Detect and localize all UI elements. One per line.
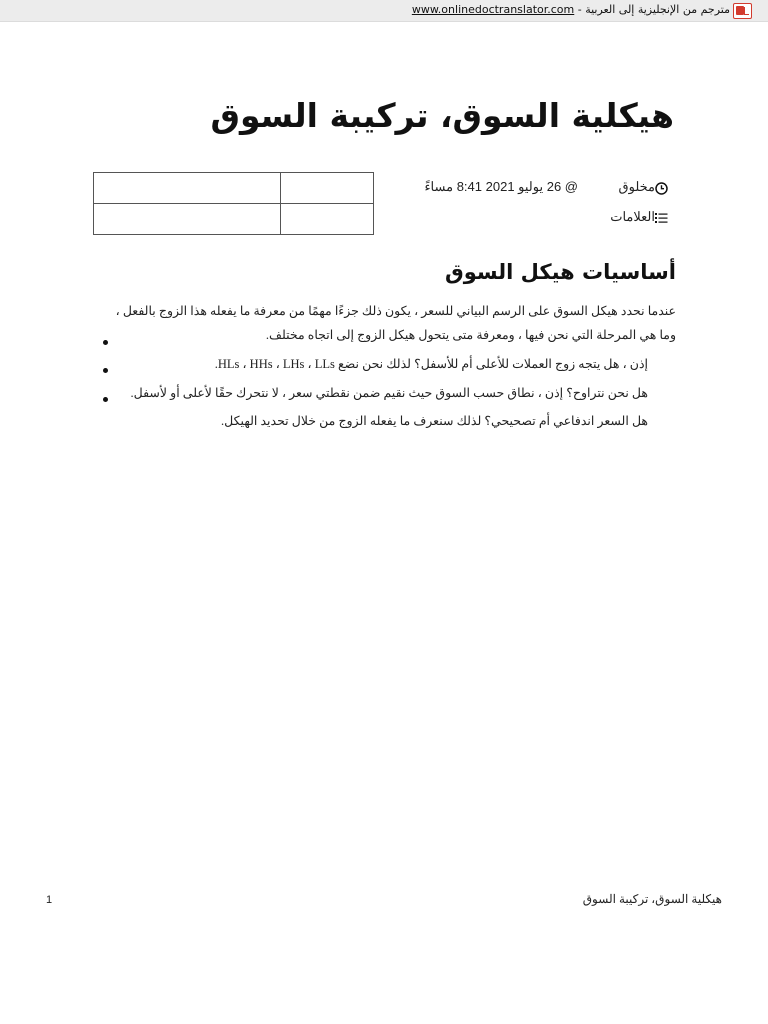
clock-icon: [655, 182, 668, 195]
table-row: [94, 173, 374, 204]
table-cell: [94, 173, 281, 204]
table-row: [94, 204, 374, 235]
list-item: إذن ، هل يتجه زوج العملات للأعلى أم للأسفل؟ لذلك نحن نضع HLs ، HHs ، LHs ، LLs.: [214, 357, 648, 371]
created-value: @ 26 يوليو 2021 8:41 مساءً: [424, 179, 578, 194]
paragraph: عندما نحدد هيكل السوق على الرسم البياني للسعر ، يكون ذلك جزءًا مهمًا من معرفة ما يفعله هذا الزوج بالفعل ،: [115, 304, 676, 318]
table-cell: [281, 173, 374, 204]
table-cell: [281, 204, 374, 235]
translator-link[interactable]: www.onlinedoctranslator.com: [411, 3, 575, 16]
page-title: هيكلية السوق، تركيبة السوق: [210, 96, 674, 135]
bullet-marker: [103, 397, 108, 402]
created-label: مخلوق: [618, 179, 655, 194]
translator-banner: [0, 0, 768, 22]
section-heading: أساسيات هيكل السوق: [444, 260, 676, 284]
properties-table: [93, 172, 374, 235]
tags-label: العلامات: [610, 209, 655, 224]
footer-title: هيكلية السوق، تركيبة السوق: [582, 892, 722, 906]
page-number: 1: [46, 894, 53, 906]
bullet-marker: [103, 368, 108, 373]
list-item: هل السعر اندفاعي أم تصحيحي؟ لذلك سنعرف ما يفعله الزوج من خلال تحديد الهيكل.: [221, 414, 648, 428]
banner-text: [412, 3, 730, 16]
banner-label: مترجم من الإنجليزية إلى العربية -: [574, 3, 730, 16]
translator-logo-icon[interactable]: [733, 3, 752, 19]
tags-property: [610, 209, 668, 225]
table-cell: [94, 204, 281, 235]
list-icon: [655, 212, 668, 224]
paragraph: وما هي المرحلة التي نحن فيها ، ومعرفة متى يتحول هيكل الزوج إلى اتجاه مختلف.: [265, 328, 676, 342]
created-property: [619, 179, 668, 195]
bullet-marker: [103, 340, 108, 345]
list-item: هل نحن نتراوح؟ إذن ، نطاق حسب السوق حيث نقيم ضمن نقطتي سعر ، لا نتحرك حقًا لأعلى أو لأسفل.: [130, 386, 648, 400]
